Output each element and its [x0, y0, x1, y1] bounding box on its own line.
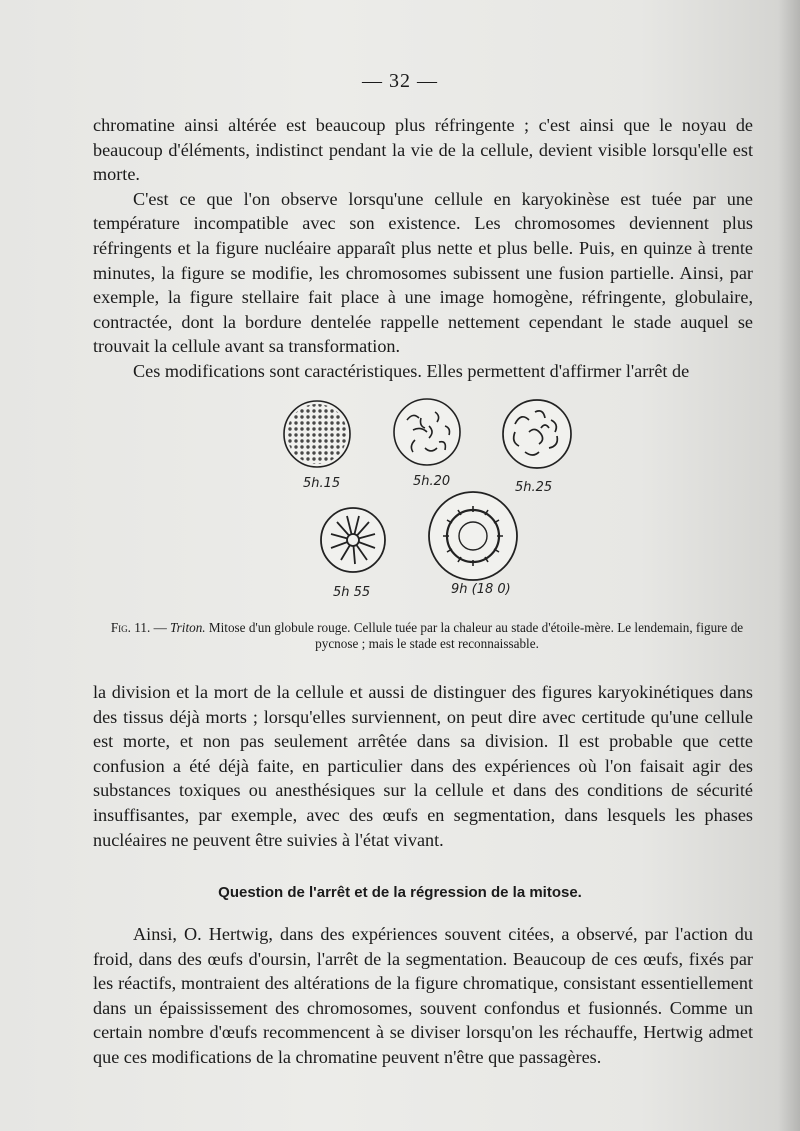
caption-species: Triton.: [170, 620, 206, 635]
paragraph: chromatine ainsi altérée est beaucoup plus réfringente ; c'est ainsi que le noyau de beaucoup d'éléments, indistinct pendant la vie de la cellule, devient visible lorsqu'elle est morte.: [93, 115, 753, 185]
paragraph: Ces modifications sont caractéristiques. Elles permettent d'affirmer l'arrêt de: [133, 360, 690, 381]
text-block-middle: [93, 680, 753, 852]
paragraph: Ainsi, O. Hertwig, dans des expériences souvent citées, a observé, par l'action du froid, dans des œufs d'oursin, l'arrêt de la segmentation. Beaucoup de ces œufs, fixés par les réactifs, montraient des altérations de la figure chromatique, consistant essentiellement dans un épaississement des chromosomes, souvent confondus et fusionnés. Comme un certain nombre d'œufs recommencent à se diviser lorsqu'on les réchauffe, Hertwig admet que ces modifications de la chromatine peuvent n'être que passagères.: [93, 924, 753, 1067]
cell-drawing-granular: [284, 401, 350, 467]
cell-drawing-radial: [321, 508, 385, 572]
paragraph: la division et la mort de la cellule et aussi de distinguer des figures karyokinétiques dans des tissus déjà morts ; lorsqu'elles surviennent, on peut dire avec certitude qu'une cellule est morte, et non pas seulement arrêtée dans sa division. Il est probable que cette confusion a été déjà faite, en particulier dans des expériences où l'on faisait agir des substances toxiques ou anesthésiques sur la cellule et dans des conditions de sécurité insuffisantes, par exemple, avec des œufs en segmentation, dans lesquels les phases nucléaires ne peuvent être suivies à l'état vivant.: [93, 682, 753, 850]
page-number: — 32 —: [362, 70, 438, 92]
caption-figure-number: Fig. 11.: [110, 620, 151, 635]
figure-label: 5h 55: [333, 585, 371, 600]
text-block-top: [93, 113, 753, 384]
figure-caption: Fig. 11. — Triton. Mitose d'un globule rouge. Cellule tuée par la chaleur au stade d'étoile-mère. Le lendemain, figure de pycnose ; mais le stade est reconnaissable.: [110, 620, 744, 651]
cell-drawing-star-1: [394, 399, 460, 465]
cell-drawing-pycnosis: [429, 492, 517, 580]
caption-text: Mitose d'un globule rouge. Cellule tuée par la chaleur au stade d'étoile-mère. Le lendemain, figure de pycnose ; mais le stade est reconnaissable.: [208, 620, 744, 651]
figure-label: 5h.15: [303, 476, 341, 491]
section-heading: Question de l'arrêt et de la régression de la mitose.: [218, 884, 582, 901]
figure-label: 9h (18 0): [451, 582, 511, 597]
figure-illustration: [95, 390, 755, 620]
page-edge-shadow: [778, 0, 800, 1131]
cell-drawing-star-2: [503, 400, 571, 468]
text-block-bottom: [93, 922, 753, 1070]
paragraph: C'est ce que l'on observe lorsqu'une cellule en karyokinèse est tuée par une température incompatible avec son existence. Les chromosomes deviennent plus réfringents et la figure nucléaire apparaît plus nette et plus belle. Puis, en quinze à trente minutes, la figure se modifie, les chromosomes subissent une fusion partielle. Ainsi, par exemple, la figure stellaire fait place à une image homogène, réfringente, globulaire, contractée, dont la bordure dentelée rappelle nettement cependant le stade auquel se trouvait la cellule avant sa transformation.: [93, 188, 753, 357]
figure-label: 5h.20: [413, 474, 451, 489]
figure-label: 5h.25: [515, 480, 553, 495]
